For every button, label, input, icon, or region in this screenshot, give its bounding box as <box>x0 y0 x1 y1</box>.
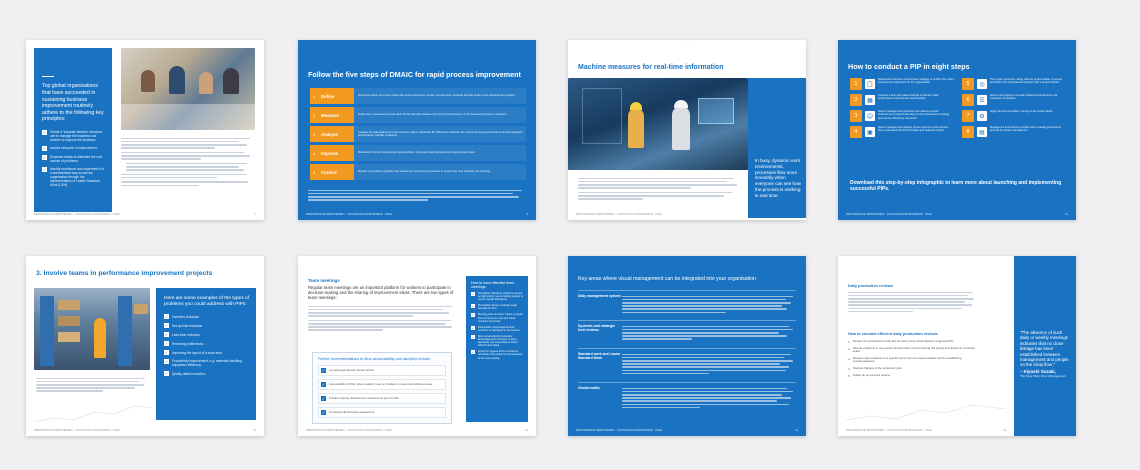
check-icon: ✓ <box>42 145 47 151</box>
decorative-line-chart <box>34 400 154 426</box>
team-meeting-photo <box>121 48 255 130</box>
running-header: · · · · · · · · · · <box>677 43 697 46</box>
decorative-line-chart <box>846 400 1006 426</box>
visual-mgmt-table <box>578 290 796 416</box>
dmaic-step-improve: 4 Improve Brainstorm further improvement opportunities. Document and implement an improvement plan. <box>310 145 526 161</box>
principle-item: Empower teams to eliminate the root causes of problems. <box>50 154 102 163</box>
warehouse-photo <box>34 288 150 370</box>
presentation-icon: ▣ <box>865 127 875 137</box>
quote-text: In busy, dynamic work environments, processes flow more smoothly when everyone can see how the process is working in real time. <box>755 158 801 198</box>
page-title: How to conduct a PIP in eight steps <box>848 62 970 71</box>
principle-item: Involve everyone in improvement. <box>50 145 98 150</box>
quote-author: – Kiyoshi Suzaki, <box>1020 368 1056 374</box>
calendar-icon: ▤ <box>977 127 987 137</box>
recommendations-title: Further recommendations to drive accountability and discipline include: <box>318 357 431 361</box>
dmaic-step-control: 5 Control Monitor procedures regularly and review the improvement process to ensure the new methods are working. <box>310 164 526 180</box>
pip-step: 8 ▤ Manage the improvement project with a weekly governance process by senior management. <box>962 126 1066 138</box>
running-header: · · · · · · · · · · <box>947 43 967 46</box>
check-icon: ✓ <box>471 325 475 330</box>
check-icon: ✓ <box>321 410 326 415</box>
check-icon: ✓ <box>321 382 326 387</box>
target-icon: ◎ <box>977 79 987 89</box>
check-icon: ✓ <box>42 129 47 135</box>
page-7 <box>568 256 806 436</box>
number-4-icon: 4 <box>850 126 862 138</box>
number-2-icon: 2 <box>850 94 862 106</box>
chart-icon: ▦ <box>865 95 875 105</box>
check-icon: ✓ <box>164 359 169 364</box>
pip-step: 7 ⚙ Apply structured problem solving to the project tasks. <box>962 110 1066 122</box>
page-footer: PERFORMANCE IMPROVEMENT · CONTINUOUS IMPROVEMENT · PAGE 9 <box>576 213 798 216</box>
check-icon: ✓ <box>164 371 169 376</box>
page-title: Follow the five steps of DMAIC for rapid process improvement <box>308 70 521 79</box>
page-footer: PERFORMANCE IMPROVEMENT · CONTINUOUS IMPROVEMENT · PAGE 11 <box>34 429 256 432</box>
clipboard-icon: 📋 <box>866 80 874 88</box>
number-3-icon: 3 <box>850 110 862 122</box>
check-icon: ✓ <box>164 323 169 328</box>
effective-meetings-panel: How to have effective team meetings ✓ Attendance: Meetings should be viewed as high priority; use a tracking register to ensure regular attendance. ✓ Punctuality: Ensure meetings begin promptly on time. ✓ Meeting place and time: Select a regular time and place to meet and inform members previously. ✓ Participation: Encourage all team members to participate in discussions. ✓ Best conversational courtesies: Encourage team members to listen attentively and respectfully to others without interrupting. ✓ Action list: Agreed actions should be recorded on the action list and reviewed at the next meeting. <box>466 276 528 422</box>
check-icon: ✓ <box>164 314 169 319</box>
table-row: Standard work and Leader Standard Work <box>578 348 796 382</box>
check-icon: ✓ <box>42 154 47 160</box>
infographic-cta[interactable]: Download this step-by-step infographic to learn more about launching and implementing successful PIPs. <box>850 180 1062 193</box>
lead-paragraph: Regular team meetings are an important platform for workers to participate in decision-making and the sharing of improvement ideas. There are two types of team meetings: <box>308 285 454 301</box>
check-icon: ✓ <box>471 304 475 309</box>
dmaic-steps <box>310 88 526 180</box>
quote-source: The New Shop Floor Management <box>1020 374 1066 379</box>
table-row: Daily management system <box>578 290 796 320</box>
check-icon: ✓ <box>321 368 326 373</box>
check-icon: ✓ <box>471 313 475 318</box>
example-item: Removing bottlenecks <box>172 341 204 346</box>
page-footer: PERFORMANCE IMPROVEMENT · CONTINUOUS IMPROVEMENT · PAGE 13 <box>576 429 798 432</box>
check-icon: ✓ <box>42 166 47 172</box>
review-steps-list: 1. Review the performance of the last 24 hours using visual displays of agreed KPIs. 2. Discuss problems or non-conformances which occurred during this period and decide on corrective action. 3. Allocate major problems to a specific person for root cause analysis and for establishing countermeasures. 4. Discuss changes to the production plan. 5. Follow up on previous actions. <box>848 339 976 378</box>
example-item: Quality defect reduction <box>172 371 206 376</box>
page-1 <box>26 40 264 220</box>
dmaic-step-analyse: 3 Analyse Analyse the data gathered in the previous step to ascertain the difference between the current process performance and the targeted performance. Identify variations. <box>310 126 526 142</box>
number-1-icon: 1 <box>850 78 862 90</box>
section-heading: Team meetings <box>308 278 340 283</box>
pip-step: 1 📋 Review the business improvement strategy to confirm the major improvement objectives for the organisation. <box>850 78 954 90</box>
intro-text: Top global organisations that have succeeded in sustaining business improvement routinely adhere to the following key principles: <box>42 83 104 123</box>
principle-item: Create a 'separate timeline' structure, one to manage the business and another to improve the business. <box>50 129 103 142</box>
pip-step: 3 ☺ Senior management prioritises and selects several improvement projects that align to the improvement strategy and can be effectively resourced. <box>850 110 954 122</box>
number-6-icon: 6 <box>962 94 974 106</box>
page-footer: PERFORMANCE IMPROVEMENT · CONTINUOUS IMPROVEMENT · PAGE 12 <box>306 429 528 432</box>
page-footer: PERFORMANCE IMPROVEMENT · CONTINUOUS IMPROVEMENT · PAGE 8 <box>306 213 528 216</box>
section-heading: Daily production reviews <box>848 284 893 288</box>
quote-text: "The absence of such daily or weekly meetings indicates that no close linkage has been established between management and people on the shop floor." <box>1020 330 1069 368</box>
principle-list <box>42 130 106 187</box>
check-icon: ✓ <box>471 350 475 355</box>
check-icon: ✓ <box>164 341 169 346</box>
page-footer: PERFORMANCE IMPROVEMENT · CONTINUOUS IMPROVEMENT · PAGE 10 <box>846 213 1068 216</box>
pip-step: 4 ▣ Senior management designs project sponsors and ensures they understand the PIP principles and selected criteria. <box>850 126 954 138</box>
page-title: Machine measures for real-time information <box>578 64 724 71</box>
page-title: 3. Involve teams in performance improvement projects <box>36 270 213 277</box>
pip-step: 2 ▦ Conduct a loss and waste analysis to identify major performance improvement opportunities. <box>850 94 954 106</box>
dmaic-step-measure: 2 Measure Define the measurement tools and criteria that will measure the current performance of the business process in question. <box>310 107 526 123</box>
section-heading: How to conduct efficient daily production reviews <box>848 332 938 336</box>
people-icon: ☺ <box>866 112 874 120</box>
examples-intro: Here are some examples of the types of problems you could address with PIPs: <box>164 296 250 307</box>
page-footer: PERFORMANCE IMPROVEMENT · CONTINUOUS IMPROVEMENT · PAGE 14 <box>846 429 1006 432</box>
page-3 <box>568 40 806 220</box>
recommendations-box: Further recommendations to drive accountability and discipline include: ✓ A posted agenda with visual controls ✓ Accountability (LSW), where leaders meet on huddles to review and address issues ✓ Problem-solving effectiveness measured as part of LSW ✓ A meeting effectiveness assessment <box>312 352 452 424</box>
check-icon: ✓ <box>321 396 326 401</box>
page-title: Key areas where visual management can be integrated into your organisation <box>578 276 756 282</box>
check-icon: ✓ <box>164 332 169 337</box>
page-footer: PERFORMANCE IMPROVEMENT · CONTINUOUS IMPROVEMENT · PAGE 7 <box>34 213 256 216</box>
pip-steps-left <box>850 78 954 138</box>
principle-item: Identify excellence and implement it in a standardised way across the organisation through the implementation of Leader Standard Work (LSW). <box>50 166 104 187</box>
example-item: Productivity improvement, e.g. materials handling, equipment efficiency <box>172 359 243 367</box>
running-header: · · · · · · · · · · <box>407 43 427 46</box>
document-icon: ☰ <box>977 95 987 105</box>
number-7-icon: 7 <box>962 110 974 122</box>
examples-list <box>164 314 250 376</box>
check-icon: ✓ <box>471 292 475 296</box>
page-8 <box>838 256 1076 436</box>
page-4 <box>838 40 1076 220</box>
examples-box <box>156 288 256 420</box>
page-5 <box>26 256 264 436</box>
example-item: Inventory reduction <box>172 314 200 319</box>
example-item: Lead-time reduction <box>172 332 201 337</box>
page-2 <box>298 40 536 220</box>
table-row: Systemic and strategic level reviews <box>578 320 796 348</box>
left-blue-panel <box>34 48 112 212</box>
dmaic-step-define: 1 Define Document what you know. Define the scope (customer, inputs, process flow, outputs) and the goals of the improvement project. <box>310 88 526 104</box>
page-6 <box>298 256 536 436</box>
number-5-icon: 5 <box>962 78 974 90</box>
quote-panel <box>748 78 806 218</box>
pip-step: 5 ◎ The project sponsors, along with the project leader, re-scope and define the improvement projects with a project charter. <box>962 78 1066 90</box>
pip-steps-right <box>962 78 1066 138</box>
check-icon: ✓ <box>471 334 475 339</box>
example-item: Improving the layout of a work area <box>172 350 222 355</box>
number-8-icon: 8 <box>962 126 974 138</box>
gear-icon: ⚙ <box>977 111 987 121</box>
factory-workers-photo <box>568 78 748 170</box>
panel-title: How to have effective team meetings <box>471 281 515 289</box>
table-row: Gemba walks <box>578 382 796 416</box>
example-item: Set-up time reduction <box>172 323 203 328</box>
check-icon: ✓ <box>164 350 169 355</box>
pip-step: 6 ☰ Ensure the project is formally chartered and all steps are tracked to completion. <box>962 94 1066 106</box>
quote-panel <box>1014 256 1076 436</box>
